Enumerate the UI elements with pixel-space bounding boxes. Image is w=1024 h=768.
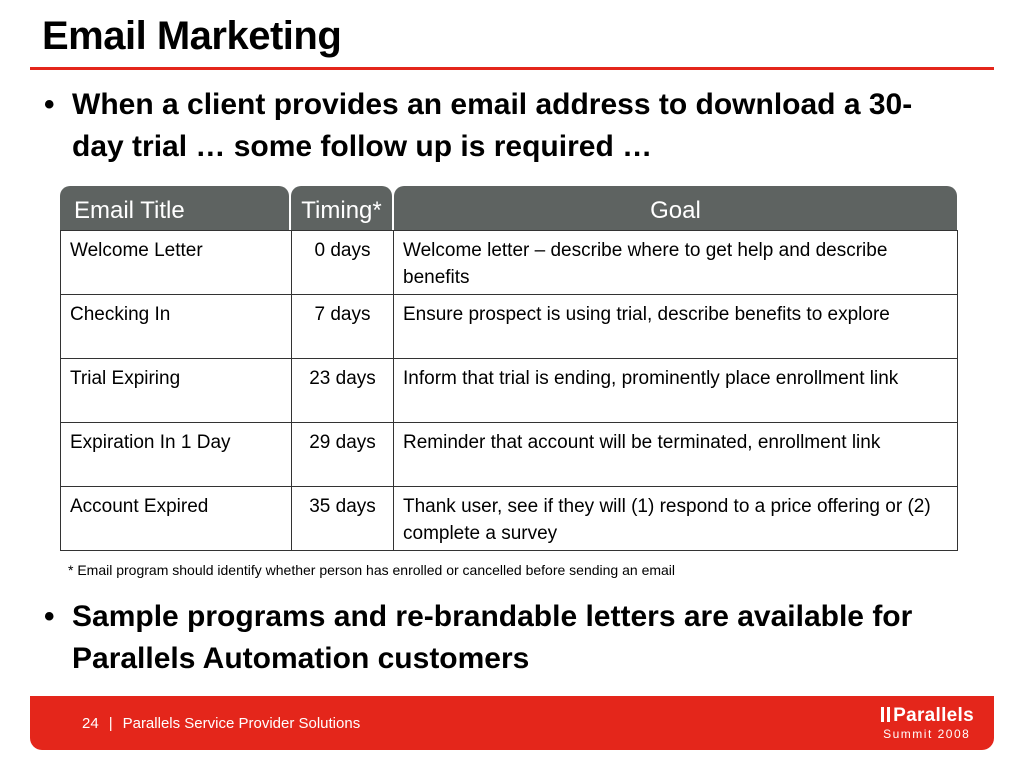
cell-timing: 0 days — [292, 231, 394, 295]
bullet-item — [44, 596, 962, 680]
table-header — [60, 186, 957, 230]
column-header-goal: Goal — [394, 186, 957, 230]
cell-timing: 29 days — [292, 423, 394, 487]
cell-email-title: Welcome Letter — [61, 231, 292, 295]
footer-separator: | — [108, 715, 113, 732]
parallels-logo — [881, 706, 974, 742]
page-number: 24 — [82, 715, 99, 732]
table-row — [61, 487, 958, 551]
cell-goal: Reminder that account will be terminated, enrollment link — [394, 423, 958, 487]
cell-email-title: Trial Expiring — [61, 359, 292, 423]
cell-goal: Inform that trial is ending, prominently place enrollment link — [394, 359, 958, 423]
title-divider — [30, 67, 994, 70]
column-header-email-title: Email Title — [60, 186, 289, 230]
parallels-bars-icon — [881, 707, 890, 722]
cell-timing: 35 days — [292, 487, 394, 551]
cell-timing: 7 days — [292, 295, 394, 359]
table-row — [61, 359, 958, 423]
cell-goal: Thank user, see if they will (1) respond to a price offering or (2) complete a survey — [394, 487, 958, 551]
footer-label: Parallels Service Provider Solutions — [122, 715, 361, 732]
bullet-icon: • — [44, 88, 55, 121]
cell-email-title: Expiration In 1 Day — [61, 423, 292, 487]
bullet-text: When a client provides an email address to download a 30-day trial … some follow up is required … — [72, 88, 913, 163]
table-body — [60, 230, 958, 551]
email-schedule-table — [60, 186, 957, 551]
cell-goal: Welcome letter – describe where to get help and describe benefits — [394, 231, 958, 295]
table-row — [61, 423, 958, 487]
cell-goal: Ensure prospect is using trial, describe benefits to explore — [394, 295, 958, 359]
table-row — [61, 231, 958, 295]
slide-title: Email Marketing — [42, 14, 342, 58]
table-row — [61, 295, 958, 359]
cell-email-title: Account Expired — [61, 487, 292, 551]
bullet-item — [44, 84, 962, 168]
logo-subtitle: Summit 2008 — [883, 727, 971, 741]
column-header-timing: Timing* — [291, 186, 392, 230]
footer-bar — [30, 696, 994, 750]
bullet-text: Sample programs and re-brandable letters are available for Parallels Automation customers — [72, 600, 913, 675]
logo-brand: Parallels — [893, 705, 974, 726]
cell-timing: 23 days — [292, 359, 394, 423]
cell-email-title: Checking In — [61, 295, 292, 359]
bullet-icon: • — [44, 600, 55, 633]
footer-text — [82, 715, 360, 732]
table-footnote: * Email program should identify whether person has enrolled or cancelled before sending an email — [68, 562, 676, 578]
